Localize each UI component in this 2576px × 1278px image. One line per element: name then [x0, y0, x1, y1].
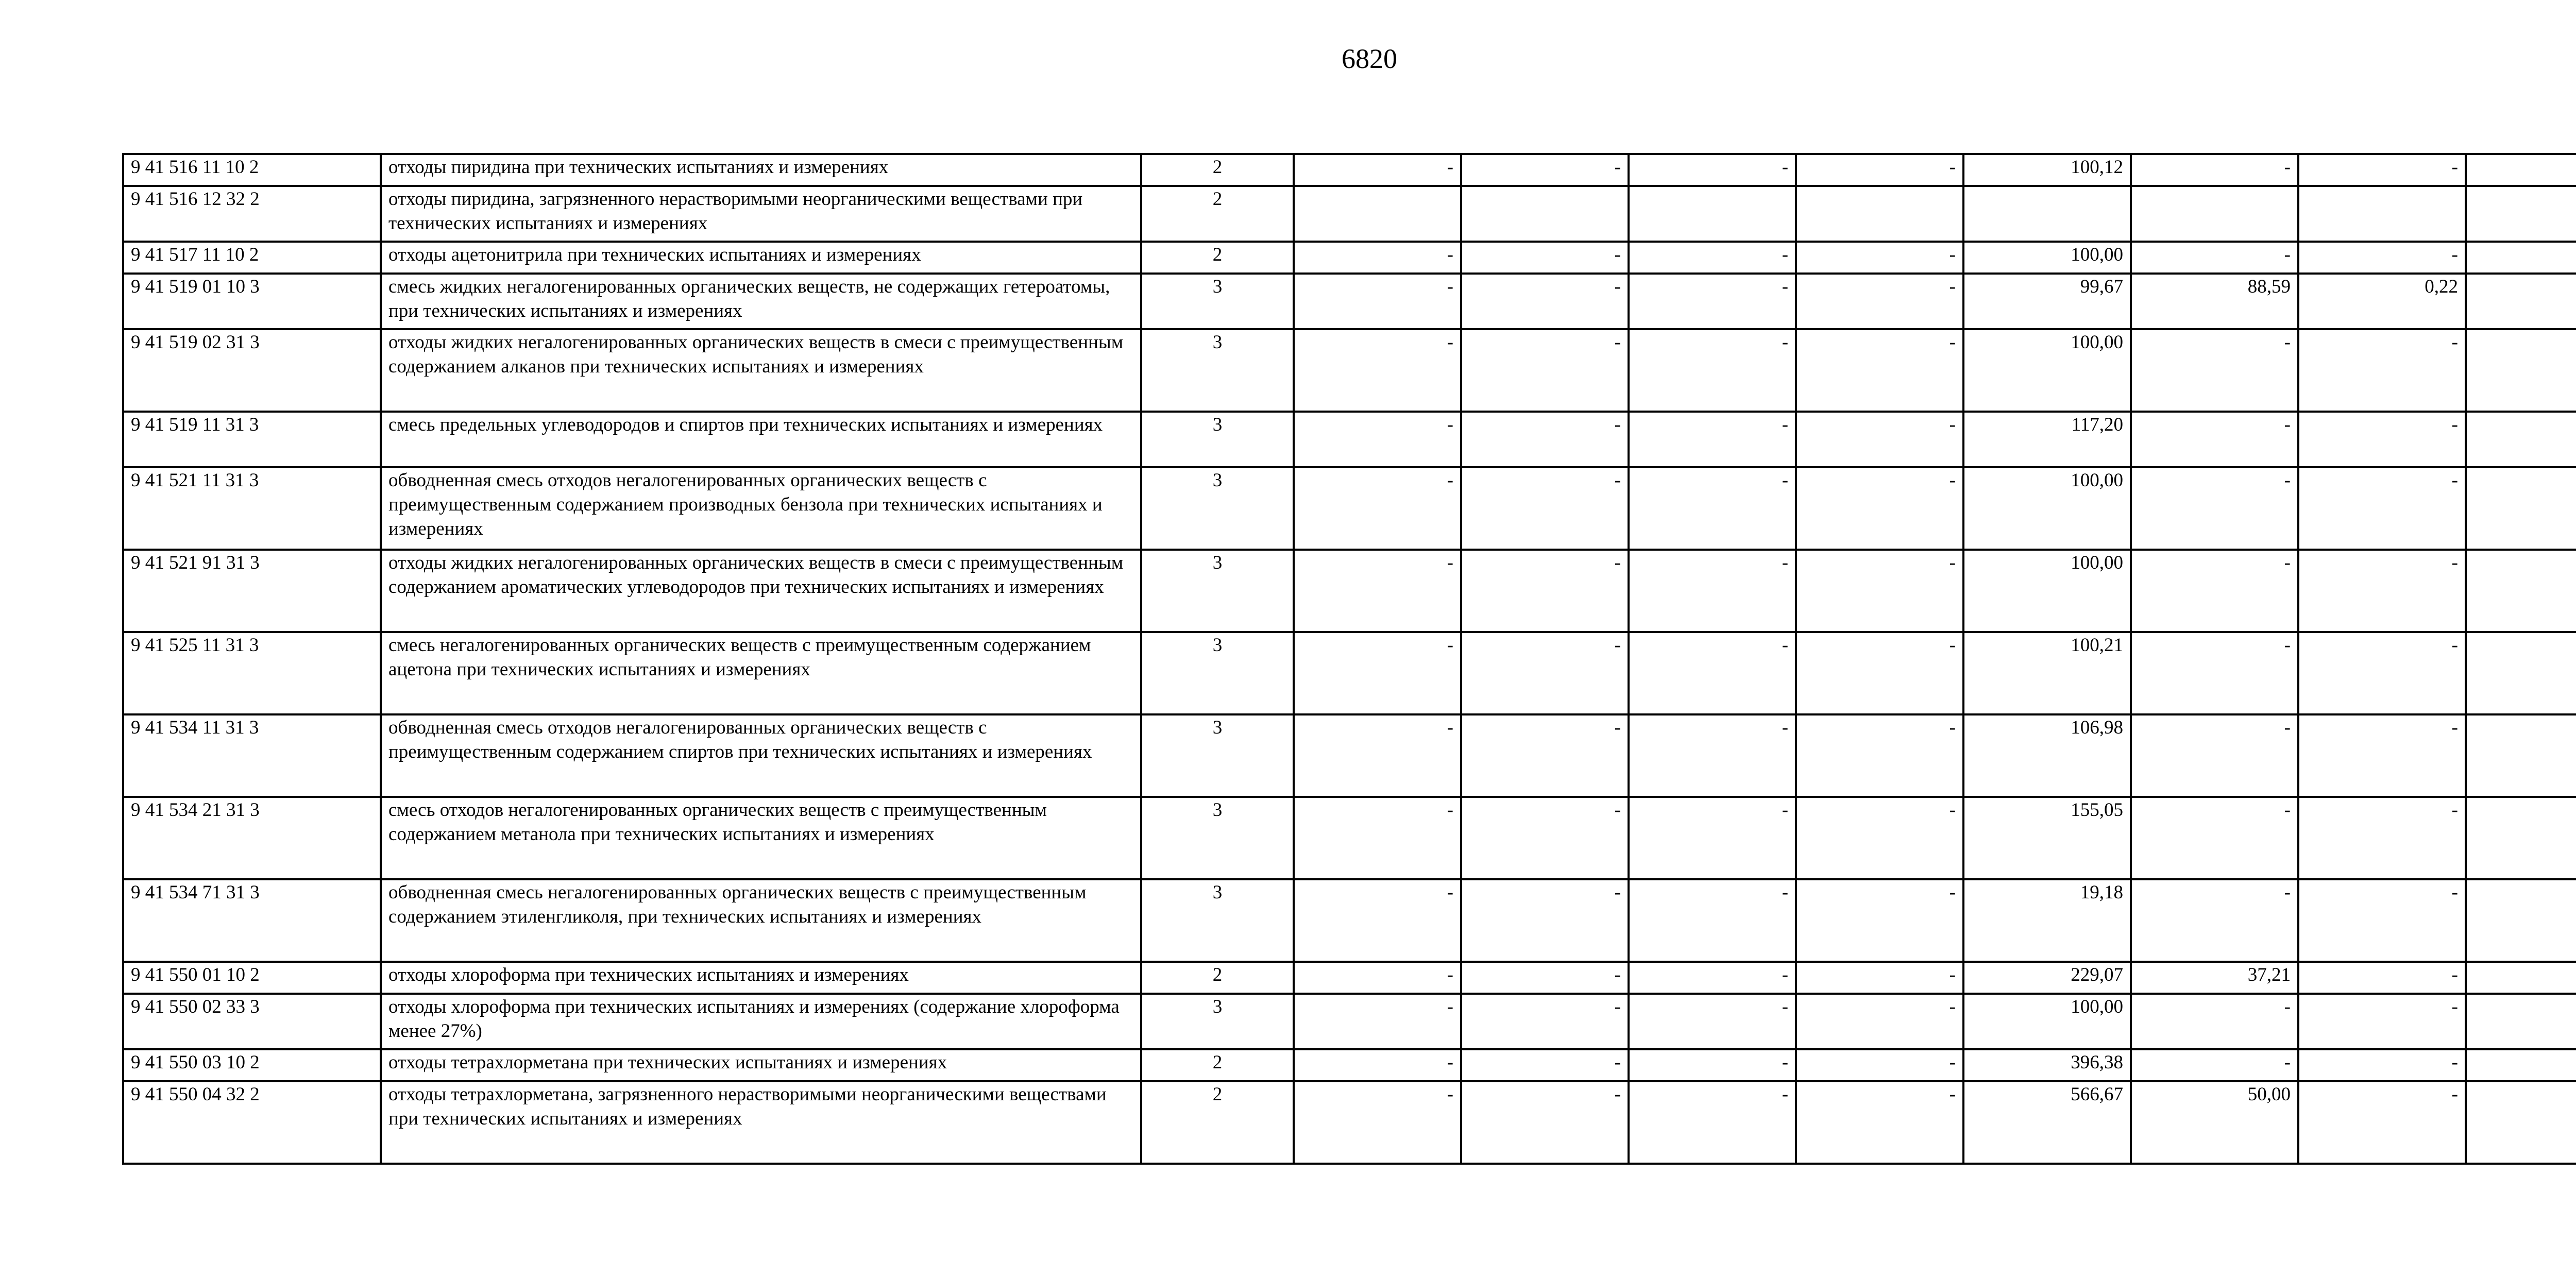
waste-name-cell: обводненная смесь негалогенированных органических веществ с преимущественным содержанием этиленгликоля, при технических испытаниях и измерениях	[381, 879, 1141, 962]
waste-name-cell: обводненная смесь отходов негалогенированных органических веществ с преимущественным содержанием спиртов при технических испытаниях и измерениях	[381, 714, 1141, 797]
hazard-class-cell: 2	[1141, 962, 1294, 994]
hazard-class-cell: 2	[1141, 242, 1294, 274]
value-cell-3: -	[1629, 242, 1796, 274]
value-cell-7	[2298, 186, 2466, 242]
value-cell-7: -	[2298, 1049, 2466, 1081]
value-cell-5: 19,18	[1963, 879, 2131, 962]
waste-name-cell: смесь негалогенированных органических веществ с преимущественным содержанием ацетона при технических испытаниях и измерениях	[381, 632, 1141, 714]
waste-name-cell: смесь жидких негалогенированных органических веществ, не содержащих гетероатомы, при технических испытаниях и измерениях	[381, 274, 1141, 329]
value-cell-2: -	[1461, 154, 1629, 186]
value-cell-3: -	[1629, 714, 1796, 797]
value-cell-3: -	[1629, 1081, 1796, 1164]
value-cell-1: -	[1294, 274, 1461, 329]
hazard-class-cell: 3	[1141, 714, 1294, 797]
value-cell-3: -	[1629, 797, 1796, 879]
value-cell-4: -	[1796, 467, 1963, 550]
value-cell-7: -	[2298, 797, 2466, 879]
value-cell-5: 99,67	[1963, 274, 2131, 329]
value-cell-4: -	[1796, 994, 1963, 1049]
value-cell-5: 566,67	[1963, 1081, 2131, 1164]
waste-code-cell: 9 41 534 71 31 3	[123, 879, 381, 962]
waste-code-cell: 9 41 519 01 10 3	[123, 274, 381, 329]
value-cell-7: -	[2298, 242, 2466, 274]
value-cell-1: -	[1294, 467, 1461, 550]
value-cell-8	[2466, 632, 2576, 714]
value-cell-6: -	[2131, 242, 2298, 274]
waste-name-cell: отходы ацетонитрила при технических испытаниях и измерениях	[381, 242, 1141, 274]
waste-name-cell: отходы тетрахлорметана при технических испытаниях и измерениях	[381, 1049, 1141, 1081]
value-cell-8	[2466, 714, 2576, 797]
value-cell-2: -	[1461, 1049, 1629, 1081]
hazard-class-cell: 3	[1141, 467, 1294, 550]
waste-code-cell: 9 41 521 91 31 3	[123, 550, 381, 632]
value-cell-2: -	[1461, 632, 1629, 714]
value-cell-2: -	[1461, 412, 1629, 467]
waste-code-cell: 9 41 516 11 10 2	[123, 154, 381, 186]
value-cell-7: -	[2298, 467, 2466, 550]
value-cell-7: -	[2298, 329, 2466, 412]
waste-code-cell: 9 41 519 11 31 3	[123, 412, 381, 467]
value-cell-6: 50,00	[2131, 1081, 2298, 1164]
value-cell-4: -	[1796, 329, 1963, 412]
waste-name-cell: смесь предельных углеводородов и спиртов при технических испытаниях и измерениях	[381, 412, 1141, 467]
value-cell-2: -	[1461, 994, 1629, 1049]
value-cell-7: -	[2298, 879, 2466, 962]
value-cell-7: 0,22	[2298, 274, 2466, 329]
value-cell-7: -	[2298, 154, 2466, 186]
value-cell-5: 155,05	[1963, 797, 2131, 879]
waste-code-cell: 9 41 534 21 31 3	[123, 797, 381, 879]
table-row	[123, 879, 2576, 962]
value-cell-5: 100,12	[1963, 154, 2131, 186]
value-cell-1: -	[1294, 412, 1461, 467]
value-cell-5: 229,07	[1963, 962, 2131, 994]
waste-name-cell: отходы жидких негалогенированных органических веществ в смеси с преимущественным содержанием алканов при технических испытаниях и измерениях	[381, 329, 1141, 412]
value-cell-5: 100,00	[1963, 329, 2131, 412]
value-cell-3: -	[1629, 879, 1796, 962]
hazard-class-cell: 3	[1141, 879, 1294, 962]
value-cell-2: -	[1461, 714, 1629, 797]
value-cell-8	[2466, 274, 2576, 329]
value-cell-3: -	[1629, 550, 1796, 632]
hazard-class-cell: 2	[1141, 154, 1294, 186]
table-row	[123, 329, 2576, 412]
value-cell-1: -	[1294, 962, 1461, 994]
value-cell-4: -	[1796, 797, 1963, 879]
hazard-class-cell: 3	[1141, 797, 1294, 879]
table-row	[123, 186, 2576, 242]
value-cell-1: -	[1294, 550, 1461, 632]
value-cell-6: -	[2131, 1049, 2298, 1081]
table-row	[123, 412, 2576, 467]
value-cell-4	[1796, 186, 1963, 242]
value-cell-4: -	[1796, 632, 1963, 714]
waste-name-cell: отходы жидких негалогенированных органических веществ в смеси с преимущественным содержанием ароматических углеводородов при технических испытаниях и измерениях	[381, 550, 1141, 632]
value-cell-4: -	[1796, 1049, 1963, 1081]
value-cell-3: -	[1629, 412, 1796, 467]
value-cell-6: -	[2131, 714, 2298, 797]
table-row	[123, 1049, 2576, 1081]
value-cell-2: -	[1461, 550, 1629, 632]
value-cell-3: -	[1629, 994, 1796, 1049]
value-cell-1: -	[1294, 1049, 1461, 1081]
value-cell-2	[1461, 186, 1629, 242]
waste-code-cell: 9 41 534 11 31 3	[123, 714, 381, 797]
value-cell-6: -	[2131, 797, 2298, 879]
value-cell-7: -	[2298, 550, 2466, 632]
value-cell-4: -	[1796, 412, 1963, 467]
value-cell-6: -	[2131, 879, 2298, 962]
value-cell-3	[1629, 186, 1796, 242]
value-cell-3: -	[1629, 962, 1796, 994]
waste-code-cell: 9 41 516 12 32 2	[123, 186, 381, 242]
value-cell-7: -	[2298, 994, 2466, 1049]
value-cell-5: 117,20	[1963, 412, 2131, 467]
waste-code-cell: 9 41 521 11 31 3	[123, 467, 381, 550]
value-cell-7: -	[2298, 1081, 2466, 1164]
waste-table	[122, 153, 2576, 1165]
value-cell-8	[2466, 329, 2576, 412]
value-cell-1	[1294, 186, 1461, 242]
value-cell-5: 100,00	[1963, 467, 2131, 550]
value-cell-8	[2466, 467, 2576, 550]
value-cell-4: -	[1796, 714, 1963, 797]
table-body	[123, 154, 2576, 1164]
value-cell-4: -	[1796, 154, 1963, 186]
value-cell-6: -	[2131, 329, 2298, 412]
value-cell-2: -	[1461, 797, 1629, 879]
value-cell-5: 100,21	[1963, 632, 2131, 714]
value-cell-1: -	[1294, 1081, 1461, 1164]
value-cell-4: -	[1796, 550, 1963, 632]
value-cell-8	[2466, 1081, 2576, 1164]
value-cell-1: -	[1294, 879, 1461, 962]
value-cell-1: -	[1294, 994, 1461, 1049]
value-cell-8	[2466, 242, 2576, 274]
value-cell-1: -	[1294, 154, 1461, 186]
value-cell-3: -	[1629, 632, 1796, 714]
value-cell-3: -	[1629, 154, 1796, 186]
value-cell-3: -	[1629, 329, 1796, 412]
value-cell-1: -	[1294, 714, 1461, 797]
table-row	[123, 274, 2576, 329]
value-cell-4: -	[1796, 1081, 1963, 1164]
hazard-class-cell: 3	[1141, 632, 1294, 714]
waste-name-cell: отходы тетрахлорметана, загрязненного нерастворимыми неорганическими веществами при технических испытаниях и измерениях	[381, 1081, 1141, 1164]
value-cell-8	[2466, 994, 2576, 1049]
value-cell-1: -	[1294, 242, 1461, 274]
value-cell-3: -	[1629, 467, 1796, 550]
value-cell-5: 106,98	[1963, 714, 2131, 797]
hazard-class-cell: 3	[1141, 412, 1294, 467]
value-cell-8	[2466, 1049, 2576, 1081]
value-cell-6: -	[2131, 412, 2298, 467]
value-cell-7: -	[2298, 962, 2466, 994]
waste-name-cell: отходы пиридина, загрязненного нерастворимыми неорганическими веществами при технических испытаниях и измерениях	[381, 186, 1141, 242]
value-cell-5: 100,00	[1963, 550, 2131, 632]
waste-code-cell: 9 41 550 03 10 2	[123, 1049, 381, 1081]
value-cell-6: -	[2131, 632, 2298, 714]
hazard-class-cell: 2	[1141, 1081, 1294, 1164]
value-cell-2: -	[1461, 329, 1629, 412]
value-cell-8	[2466, 186, 2576, 242]
value-cell-4: -	[1796, 274, 1963, 329]
table-row	[123, 962, 2576, 994]
waste-name-cell: отходы пиридина при технических испытаниях и измерениях	[381, 154, 1141, 186]
waste-name-cell: отходы хлороформа при технических испытаниях и измерениях	[381, 962, 1141, 994]
table-row	[123, 714, 2576, 797]
waste-code-cell: 9 41 519 02 31 3	[123, 329, 381, 412]
value-cell-5: 396,38	[1963, 1049, 2131, 1081]
table-row	[123, 797, 2576, 879]
value-cell-2: -	[1461, 1081, 1629, 1164]
value-cell-6: 37,21	[2131, 962, 2298, 994]
value-cell-1: -	[1294, 632, 1461, 714]
value-cell-6: -	[2131, 994, 2298, 1049]
value-cell-5: 100,00	[1963, 994, 2131, 1049]
hazard-class-cell: 3	[1141, 550, 1294, 632]
hazard-class-cell: 2	[1141, 186, 1294, 242]
value-cell-2: -	[1461, 879, 1629, 962]
value-cell-7: -	[2298, 632, 2466, 714]
value-cell-2: -	[1461, 274, 1629, 329]
waste-name-cell: обводненная смесь отходов негалогенированных органических веществ с преимущественным содержанием производных бензола при технических испытаниях и измерениях	[381, 467, 1141, 550]
value-cell-7: -	[2298, 412, 2466, 467]
value-cell-1: -	[1294, 329, 1461, 412]
hazard-class-cell: 2	[1141, 1049, 1294, 1081]
table-row	[123, 242, 2576, 274]
table-row	[123, 994, 2576, 1049]
hazard-class-cell: 3	[1141, 994, 1294, 1049]
table-row	[123, 632, 2576, 714]
hazard-class-cell: 3	[1141, 274, 1294, 329]
value-cell-3: -	[1629, 1049, 1796, 1081]
waste-code-cell: 9 41 550 04 32 2	[123, 1081, 381, 1164]
value-cell-2: -	[1461, 962, 1629, 994]
value-cell-6	[2131, 186, 2298, 242]
value-cell-8	[2466, 550, 2576, 632]
value-cell-5: 100,00	[1963, 242, 2131, 274]
value-cell-5	[1963, 186, 2131, 242]
value-cell-8	[2466, 154, 2576, 186]
value-cell-3: -	[1629, 274, 1796, 329]
value-cell-1: -	[1294, 797, 1461, 879]
value-cell-6: -	[2131, 154, 2298, 186]
value-cell-7: -	[2298, 714, 2466, 797]
table-row	[123, 467, 2576, 550]
table-row	[123, 1081, 2576, 1164]
table-row	[123, 154, 2576, 186]
waste-name-cell: смесь отходов негалогенированных органических веществ с преимущественным содержанием метанола при технических испытаниях и измерениях	[381, 797, 1141, 879]
value-cell-8	[2466, 412, 2576, 467]
waste-code-cell: 9 41 550 02 33 3	[123, 994, 381, 1049]
waste-code-cell: 9 41 550 01 10 2	[123, 962, 381, 994]
value-cell-4: -	[1796, 879, 1963, 962]
value-cell-6: -	[2131, 467, 2298, 550]
value-cell-6: -	[2131, 550, 2298, 632]
value-cell-8	[2466, 797, 2576, 879]
page-number: 6820	[1342, 43, 1397, 74]
value-cell-8	[2466, 879, 2576, 962]
waste-name-cell: отходы хлороформа при технических испытаниях и измерениях (содержание хлороформа менее 27%)	[381, 994, 1141, 1049]
value-cell-2: -	[1461, 467, 1629, 550]
value-cell-8	[2466, 962, 2576, 994]
value-cell-2: -	[1461, 242, 1629, 274]
table-row	[123, 550, 2576, 632]
value-cell-4: -	[1796, 242, 1963, 274]
waste-code-cell: 9 41 517 11 10 2	[123, 242, 381, 274]
value-cell-4: -	[1796, 962, 1963, 994]
value-cell-6: 88,59	[2131, 274, 2298, 329]
hazard-class-cell: 3	[1141, 329, 1294, 412]
waste-code-cell: 9 41 525 11 31 3	[123, 632, 381, 714]
